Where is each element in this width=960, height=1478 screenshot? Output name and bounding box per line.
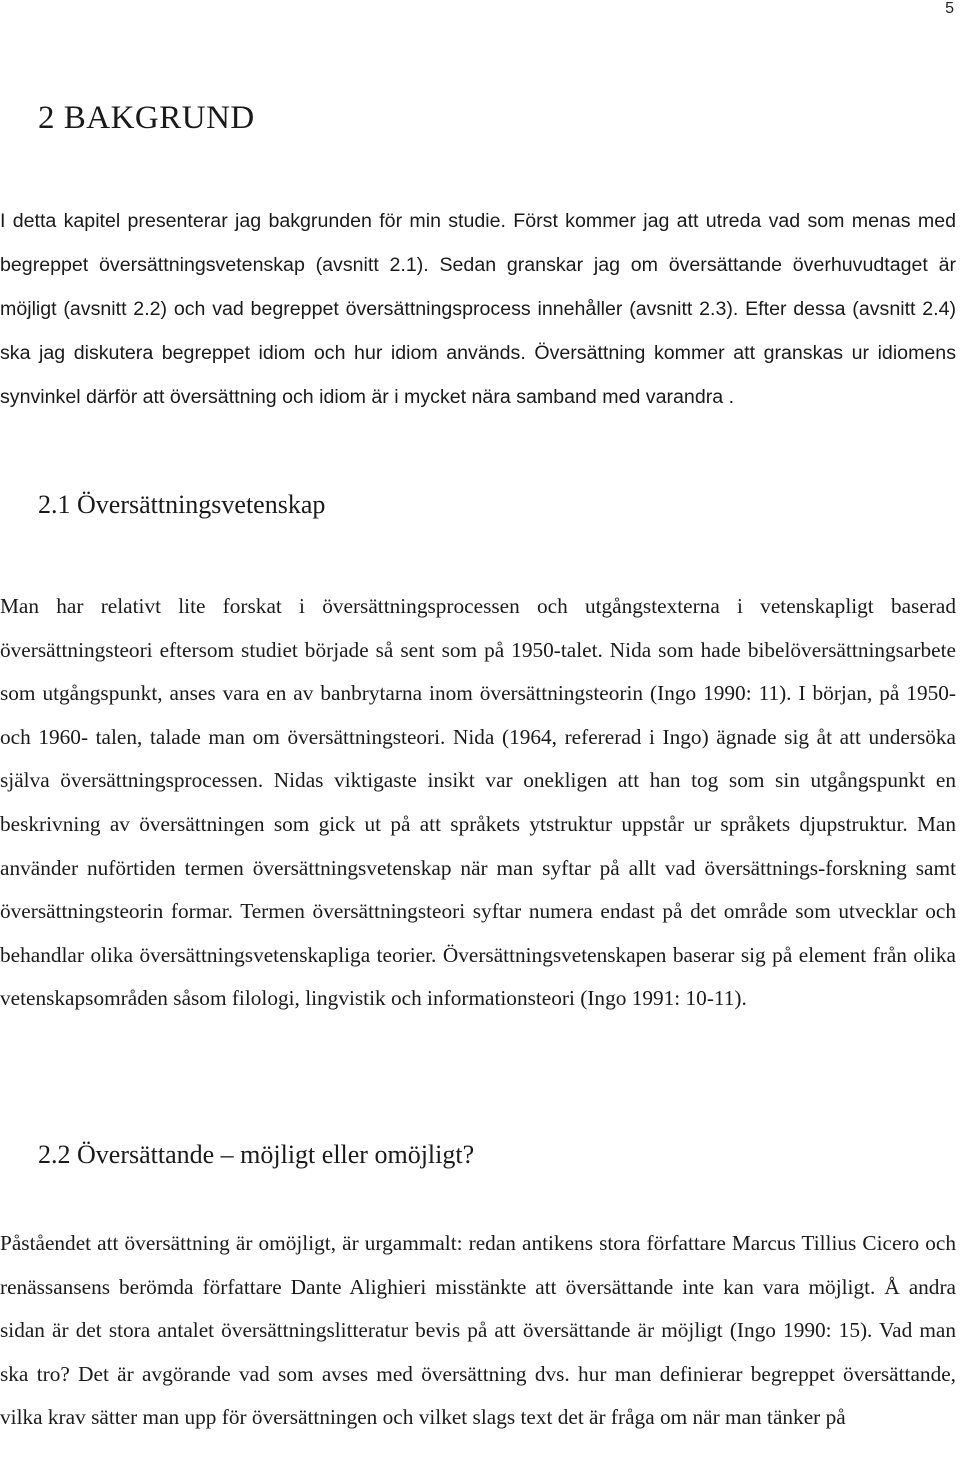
page-number: 5	[945, 0, 954, 17]
section-heading-2-1: 2.1 Översättningsvetenskap	[38, 490, 326, 519]
section-2-2-paragraph: Påståendet att översättning är omöjligt, är urgammalt: redan antikens stora författare Marcus Tillius Cicero och renässansens berömda författare Dante Alighieri misstänkte att översättande inte kan vara möjligt. Å andra sidan är det stora antalet översättningslitteratur bevis på att översättande är möjligt (Ingo 1990: 15). Vad man ska tro? Det är avgörande vad som avses med översättning dvs. hur man definierar begreppet översättande, vilka krav sätter man upp för översättningen och vilket slags text det är fråga om när man tänker på	[0, 1231, 956, 1430]
chapter-title: 2 BAKGRUND	[38, 100, 255, 136]
section-heading-2-2: 2.2 Översättande – möjligt eller omöjligt?	[38, 1140, 475, 1169]
section-2-1-paragraph: Man har relativt lite forskat i översättningsprocessen och utgångstexterna i vetenskapligt baserad översättningsteori eftersom studiet började så sent som på 1950-talet. Nida som hade bibelöversättningsarbete som utgångspunkt, anses vara en av banbrytarna inom översättningsteorin (Ingo 1990: 11). I början, på 1950- och 1960- talen, talade man om översättningsteori. Nida (1964, refererad i Ingo) ägnade sig åt att undersöka själva översättningsprocessen. Nidas viktigaste insikt var onekligen att han tog som sin utgångspunkt en beskrivning av översättningen som gick ut på att språkets ytstruktur uppstår ur språkets djupstruktur. Man använder nuförtiden termen översättningsvetenskap när man syftar på allt vad översättnings-forskning samt översättningsteorin formar. Termen översättningsteori syftar numera endast på det område som utvecklar och behandlar olika översättningsvetenskapliga teorier. Översättningsvetenskapen baserar sig på element från olika vetenskapsområden såsom filologi, lingvistik och informationsteori (Ingo 1991: 10-11).	[0, 594, 956, 1011]
chapter-intro-paragraph: I detta kapitel presenterar jag bakgrunden för min studie. Först kommer jag att utreda vad som menas med begreppet översättningsvetenskap (avsnitt 2.1). Sedan granskar jag om översättande överhuvudtaget är möjligt (avsnitt 2.2) och vad begreppet översättningsprocess innehåller (avsnitt 2.3). Efter dessa (avsnitt 2.4) ska jag diskutera begreppet idiom och hur idiom används. Översättning kommer att granskas ur idiomens synvinkel därför att översättning och idiom är i mycket nära samband med varandra .	[0, 210, 956, 408]
